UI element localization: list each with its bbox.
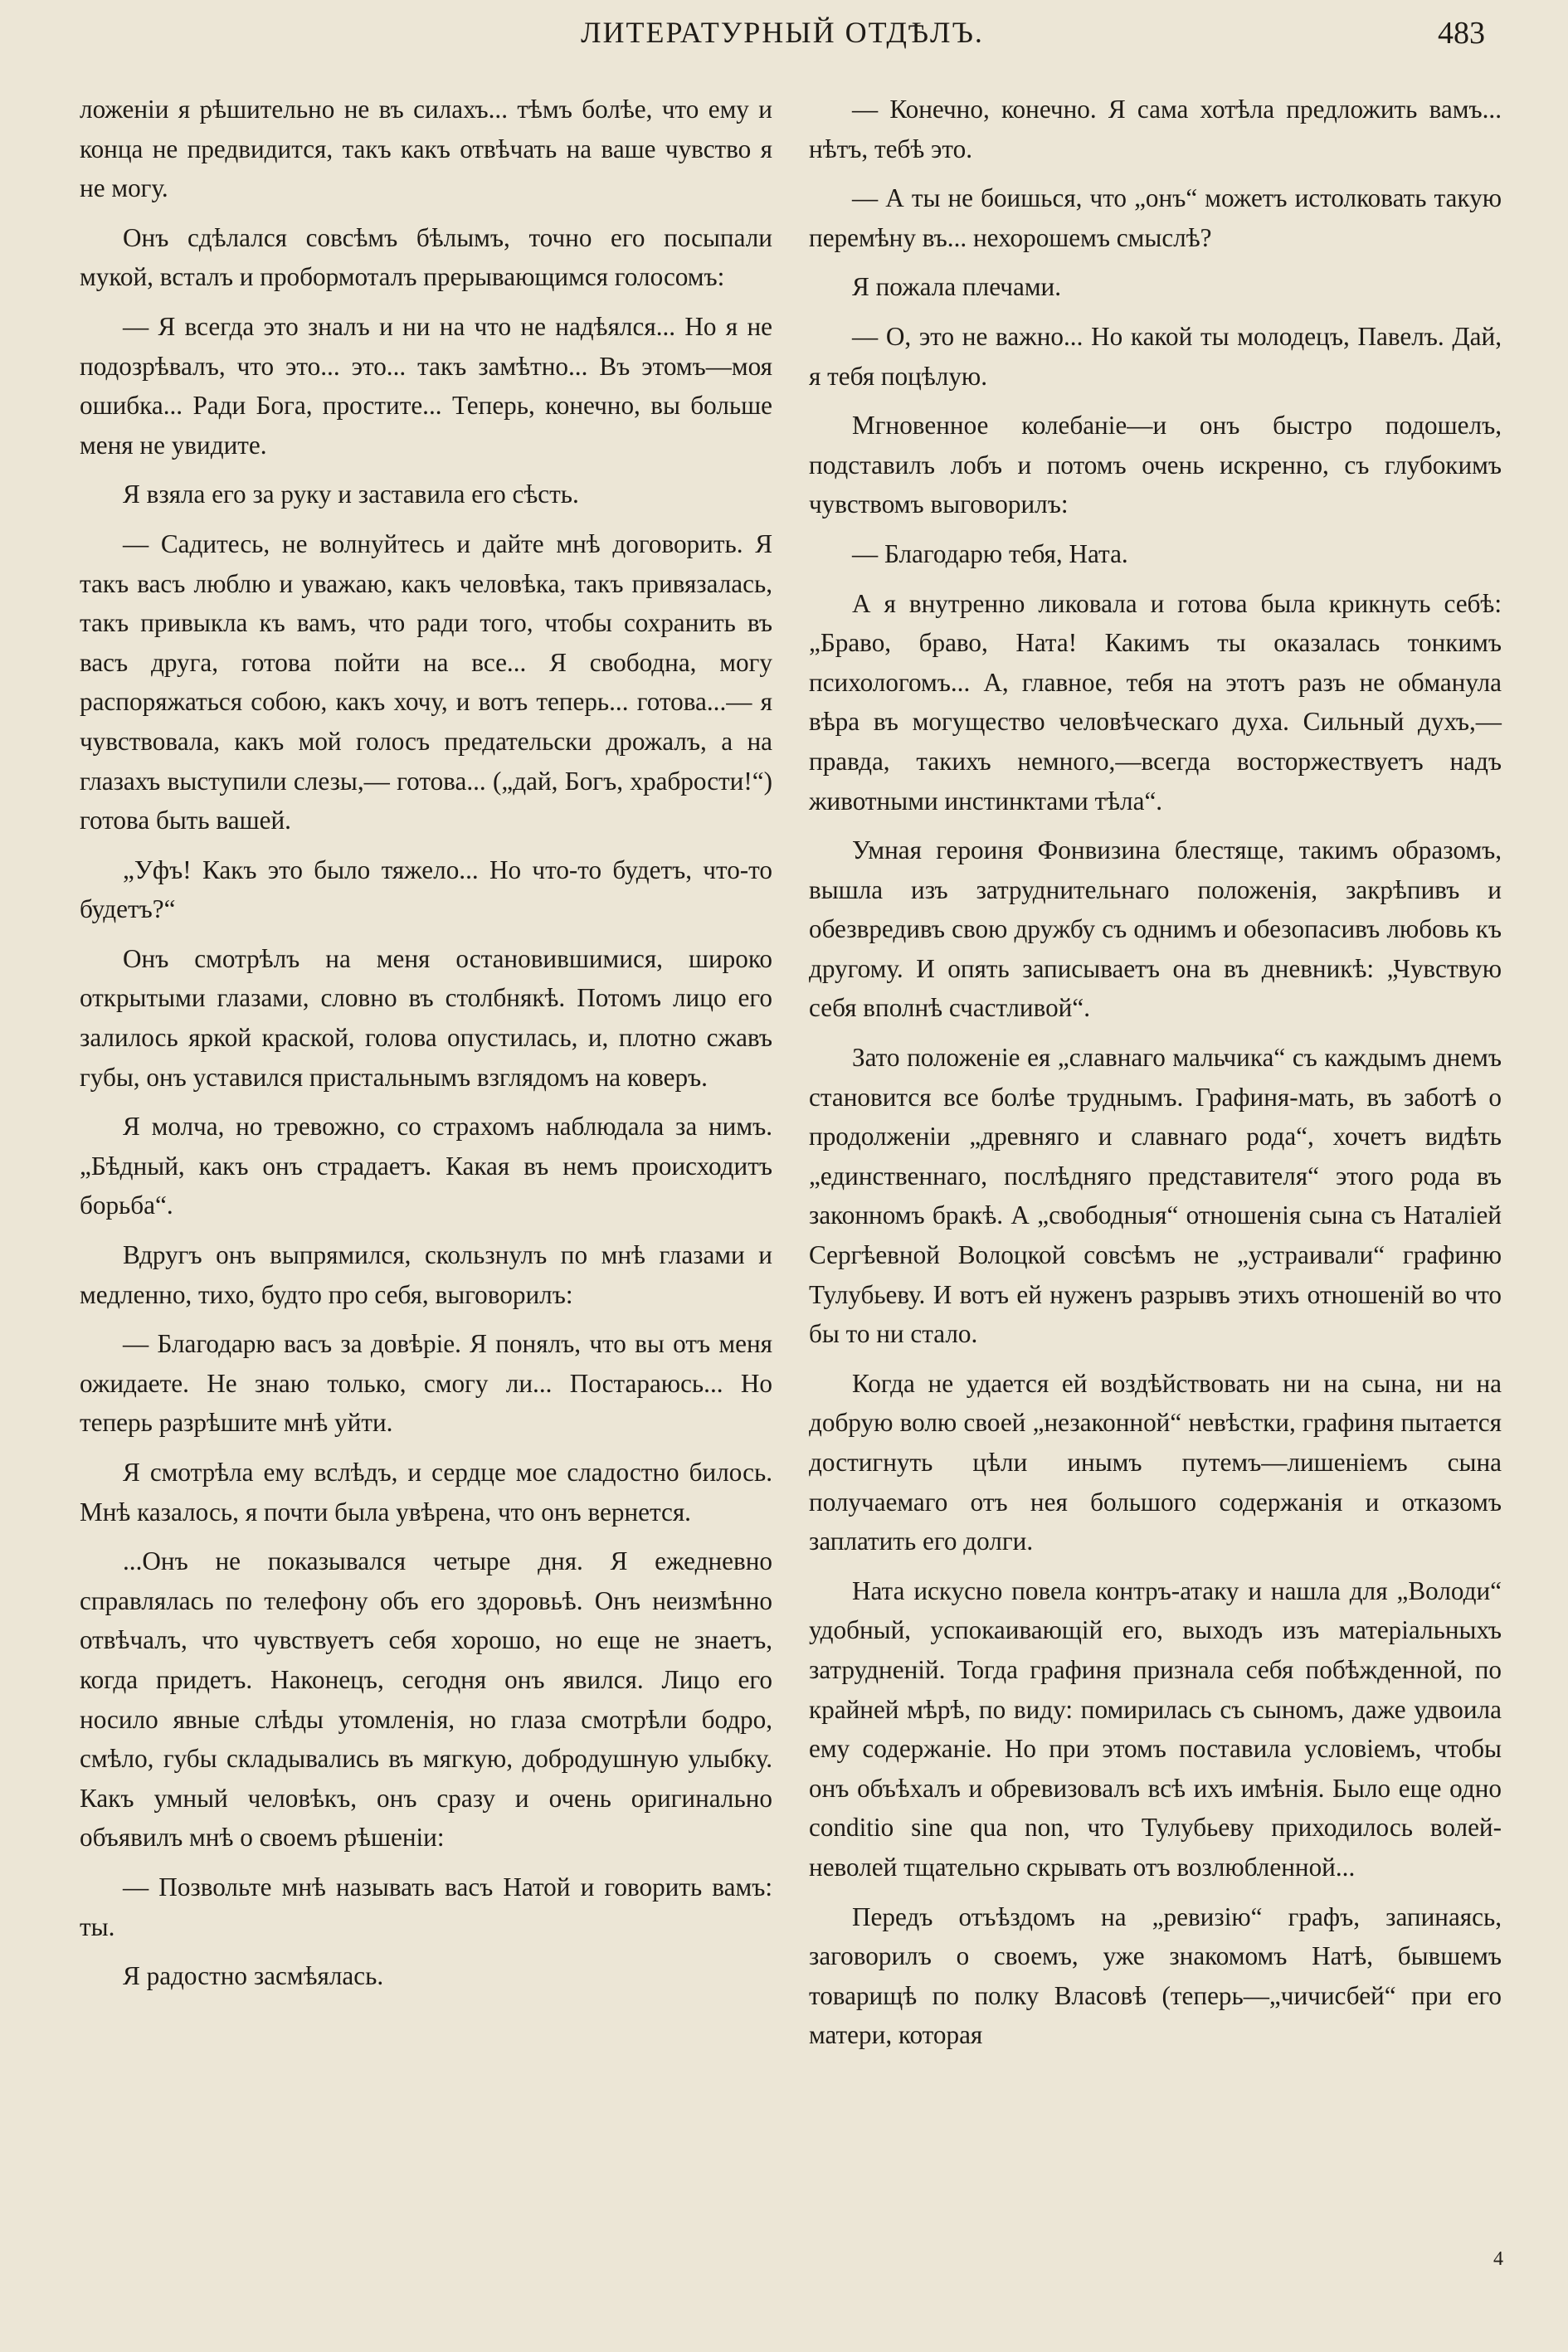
paragraph: Онъ сдѣлался совсѣмъ бѣлымъ, точно его посыпали мукой, всталъ и пробормоталъ прерывающимся голосомъ: [80, 222, 772, 292]
paragraph: Вдругъ онъ выпрямился, скользнулъ по мнѣ глазами и медленно, тихо, будто про себя, выговорилъ: [80, 1240, 772, 1309]
page-title: ЛИТЕРАТУРНЫЙ ОТДѢЛЪ. [581, 16, 984, 49]
paragraph: — О, это не важно... Но какой ты молодецъ, Павелъ. Дай, я тебя поцѣлую. [809, 321, 1502, 391]
paragraph: Онъ смотрѣлъ на меня остановившимися, широко открытыми глазами, словно въ столбнякѣ. Потомъ лицо его залилось яркой краской, голова опустилась, и, плотно сжавъ губы, онъ уставился пристальнымъ взглядомъ на коверъ. [80, 943, 772, 1092]
paragraph: Зато положеніе ея „славнаго мальчика“ съ каждымъ днемъ становится все болѣе труднымъ. Графиня-мать, въ заботѣ о продолженіи „древняго и славнаго рода“, хочетъ видѣть „единственнаго, послѣдняго представителя“ этого рода въ законномъ бракѣ. А „свободныя“ отношенія сына съ Наталіей Сергѣевной Волоцкой совсѣмъ не „устраивали“ графиню Тулубьеву. И вотъ ей нуженъ разрывъ этихъ отношеній во что бы то ни стало. [809, 1043, 1502, 1349]
signature-mark: 4 [1493, 2248, 1503, 2270]
paragraph: Мгновенное колебаніе—и онъ быстро подошелъ, подставилъ лобъ и потомъ очень искренно, съ глубокимъ чувствомъ выговорилъ: [809, 411, 1502, 519]
paragraph: Ната искусно повела контръ-атаку и нашла для „Володи“ удобный, успокаивающій его, выходъ изъ матеріальныхъ затрудненій. Тогда графиня признала себя побѣжденной, по крайней мѣрѣ, по виду: помирилась съ сыномъ, даже удвоила ему содержаніе. Но при этомъ поставила условіемъ, чтобы онъ объѣхалъ и обревизовалъ всѣ ихъ имѣнія. Было еще одно conditio sine qua non, что Тулубьеву приходилось волей-неволей тщательно скрывать отъ возлюбленной... [809, 1575, 1502, 1882]
paragraph: Умная героиня Фонвизина блестяще, такимъ образомъ, вышла изъ затруднительнаго положенія, закрѣпивъ и обезвредивъ свою дружбу съ однимъ и обезопасивъ любовь къ другому. И опять записываетъ она въ дневникѣ: „Чувствую себя вполнѣ счастливой“. [809, 835, 1502, 1023]
paragraph: — Садитесь, не волнуйтесь и дайте мнѣ договорить. Я такъ васъ люблю и уважаю, какъ человѣка, такъ привязалась, такъ привыкла къ вамъ, что ради того, чтобы сохранить въ васъ друга, готова пойти на все... Я свободна, могу распоряжаться собою, какъ хочу, и вотъ теперь... готова...— я чувствовала, какъ мой голосъ предательски дрожалъ, а на глазахъ выступили слезы,— готова... („дай, Богъ, храбрости!“) готова быть вашей. [80, 528, 772, 835]
paragraph: Я пожала плечами. [852, 272, 1062, 302]
left-column [80, 90, 772, 2006]
paragraph: Когда не удается ей воздѣйствовать ни на сына, ни на добрую волю своей „незаконной“ невѣстки, графиня пытается достигнуть цѣли инымъ путемъ—лишеніемъ сына получаемаго отъ нея большого содержанія и отказомъ заплатить его долги. [809, 1368, 1502, 1556]
running-header [80, 15, 1485, 65]
paragraph: — Я всегда это зналъ и ни на что не надѣялся... Но я не подозрѣвалъ, что это... это... такъ замѣтно... Въ этомъ—моя ошибка... Ради Бога, простите... Теперь, конечно, вы больше меня не увидите. [80, 311, 772, 460]
paragraph: Я радостно засмѣялась. [123, 1961, 384, 1991]
paragraph: — А ты не боишься, что „онъ“ можетъ истолковать такую перемѣну въ... нехорошемъ смыслѣ? [809, 183, 1502, 252]
paragraph: — Позвольте мнѣ называть васъ Натой и говорить вамъ: ты. [80, 1872, 772, 1941]
paragraph: Я смотрѣла ему вслѣдъ, и сердце мое сладостно билось. Мнѣ казалось, я почти была увѣрена, что онъ вернется. [80, 1458, 772, 1527]
paragraph: Я взяла его за руку и заставила его сѣсть. [123, 480, 579, 509]
paragraph: „Уфъ! Какъ это было тяжело... Но что-то будетъ, что-то будетъ?“ [80, 855, 772, 924]
paragraph: ...Онъ не показывался четыре дня. Я ежедневно справлялась по телефону объ его здоровьѣ. Онъ неизмѣнно отвѣчалъ, что чувствуетъ себя хорошо, но еще не знаетъ, когда придетъ. Наконецъ, сегодня онъ явился. Лицо его носило явные слѣды утомленія, но глаза смотрѣли бодро, смѣло, губы складывались въ мягкую, добродушную улыбку. Какъ умный человѣкъ, онъ сразу и очень оригинально объявилъ мнѣ о своемъ рѣшеніи: [80, 1546, 772, 1853]
paragraph: Я молча, но тревожно, со страхомъ наблюдала за нимъ. „Бѣдный, какъ онъ страдаетъ. Какая въ немъ происходитъ борьба“. [80, 1112, 772, 1220]
paragraph: — Благодарю васъ за довѣріе. Я понялъ, что вы отъ меня ожидаете. Не знаю только, смогу ли... Постараюсь... Но теперь разрѣшите мнѣ уйти. [80, 1329, 772, 1438]
paragraph: ложеніи я рѣшительно не въ силахъ... тѣмъ болѣе, что ему и конца не предвидится, такъ какъ отвѣчать на ваше чувство я не могу. [80, 95, 772, 203]
paragraph: Передъ отъѣздомъ на „ревизію“ графъ, запинаясь, заговорилъ о своемъ, уже знакомомъ Натѣ, бывшемъ товарищѣ по полку Власовѣ (теперь—„чичисбей“ при его матери, которая [809, 1902, 1502, 2050]
right-column [809, 90, 1502, 2065]
paragraph: А я внутренно ликовала и готова была крикнуть себѣ: „Браво, браво, Ната! Какимъ ты оказалась тонкимъ психологомъ... А, главное, тебя на этотъ разъ не обманула вѣра въ могущество человѣческаго духа. Сильный духъ,— правда, такихъ немного,—всегда восторжествуетъ надъ животными инстинктами тѣла“. [809, 588, 1502, 816]
page-number: 483 [1438, 16, 1485, 51]
paragraph: — Конечно, конечно. Я сама хотѣла предложить вамъ... нѣтъ, тебѣ это. [809, 95, 1502, 163]
paragraph: — Благодарю тебя, Ната. [852, 538, 1128, 568]
